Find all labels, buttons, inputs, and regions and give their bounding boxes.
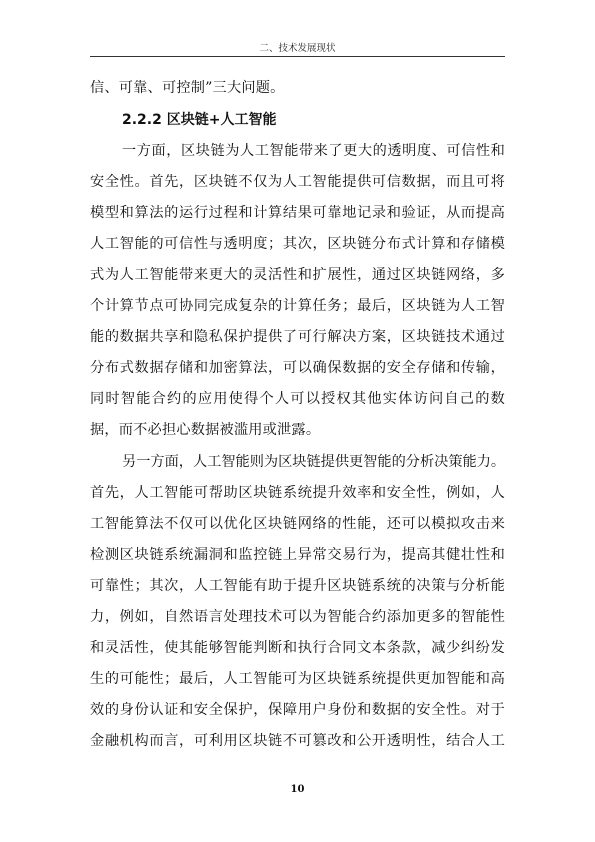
body-line: 能的数据共享和隐私保护提供了可行解决方案，区块链技术通过 [90, 329, 505, 345]
body-line: 安全性。首先，区块链不仅为人工智能提供可信数据，而且可将 [90, 174, 505, 190]
body-line: 信、可靠、可控制”三大问题。 [90, 80, 285, 96]
body-line: 工智能算法不仅可以优化区块链网络的性能，还可以模拟攻击来 [90, 516, 505, 532]
section-heading: 2.2.2 区块链+人工智能 [122, 112, 277, 128]
page-number: 10 [290, 784, 305, 795]
body-line: 检测区块链系统漏洞和监控链上异常交易行为，提高其健壮性和 [90, 547, 505, 563]
body-line: 分布式数据存储和加密算法，可以确保数据的安全存储和传输， [90, 360, 505, 376]
body-line: 生的可能性；最后，人工智能可为区块链系统提供更加智能和高 [90, 671, 505, 687]
header-rule [90, 56, 505, 57]
body-line: 金融机构而言，可利用区块链不可篡改和公开透明性，结合人工 [90, 733, 505, 749]
body-line: 同时智能合约的应用使得个人可以授权其他实体访问自己的数 [90, 391, 505, 407]
body-line: 一方面，区块链为人工智能带来了更大的透明度、可信性和 [122, 143, 505, 159]
body-line: 据，而不必担心数据被滥用或泄露。 [90, 422, 321, 438]
body-line: 效的身份认证和安全保护，保障用户身份和数据的安全性。对于 [90, 702, 505, 718]
body-line: 可靠性；其次，人工智能有助于提升区块链系统的决策与分析能 [90, 578, 505, 594]
body-line: 力，例如，自然语言处理技术可以为智能合约添加更多的智能性 [90, 609, 505, 625]
body-line: 模型和算法的运行过程和计算结果可靠地记录和验证，从而提高 [90, 205, 505, 221]
body-line: 另一方面，人工智能则为区块链提供更智能的分析决策能力。 [122, 454, 506, 470]
body-line: 个计算节点可协同完成复杂的计算任务；最后，区块链为人工智 [90, 298, 505, 314]
page-header: 二、技术发展现状 [259, 43, 336, 54]
body-line: 和灵活性，使其能够智能判断和执行合同文本条款，减少纠纷发 [90, 640, 505, 656]
body-line: 首先，人工智能可帮助区块链系统提升效率和安全性，例如，人 [90, 485, 505, 501]
body-line: 式为人工智能带来更大的灵活性和扩展性，通过区块链网络，多 [90, 267, 505, 283]
body-line: 人工智能的可信性与透明度；其次，区块链分布式计算和存储模 [90, 236, 505, 252]
